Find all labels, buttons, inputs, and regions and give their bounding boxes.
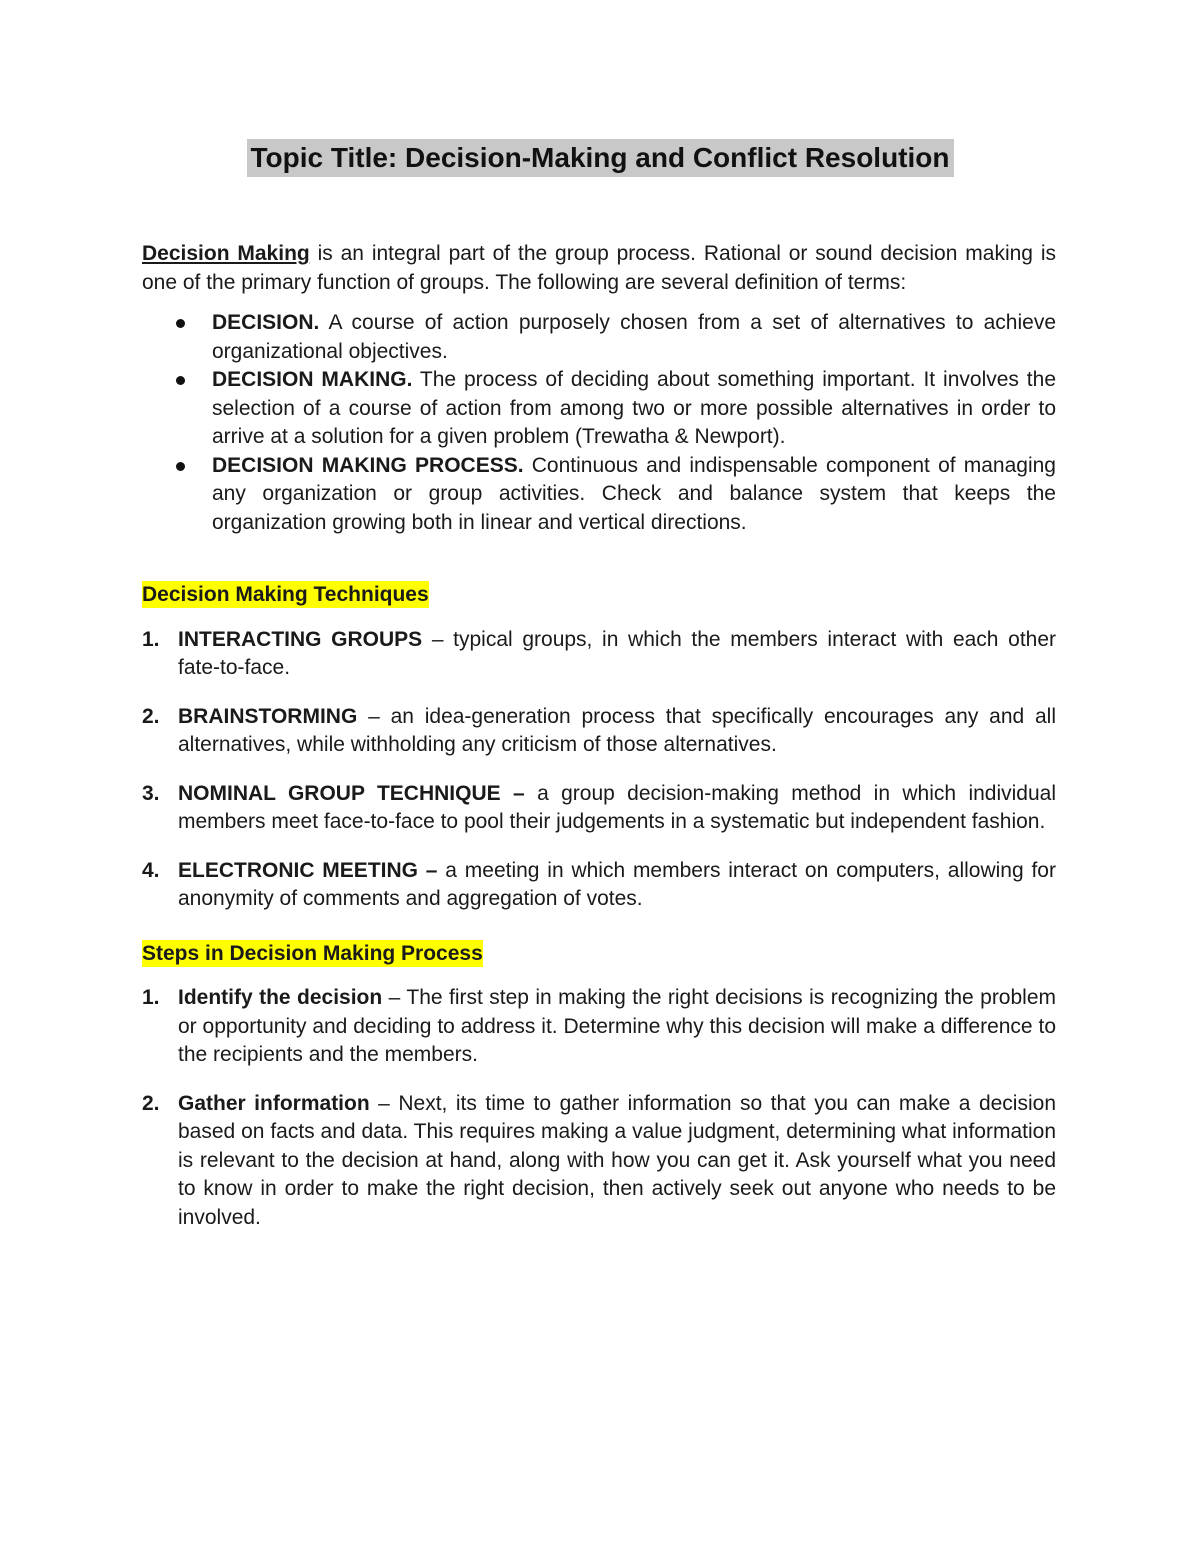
technique-item [142, 703, 1056, 760]
definition-text: A course of action purposely chosen from a set of alternatives to achieve organizational objectives. [212, 311, 1056, 363]
item-dash: – [357, 704, 391, 728]
steps-list [142, 984, 1056, 1232]
definition-text: Continuous and indispensable component of managing any organization or group activities. Check and balance system that keeps the organization growing both in linear and vertical directions. [212, 453, 1056, 534]
item-dash: – [382, 986, 407, 1009]
page-title: Topic Title: Decision-Making and Conflict Resolution [247, 139, 954, 177]
item-number: 2. [142, 704, 160, 728]
technique-text: a meeting in which members interact on computers, allowing for anonymity of comments and aggregation of votes. [178, 858, 1056, 910]
bullet-icon [176, 376, 185, 385]
definition-text: The process of deciding about something important. It involves the selection of a course of action from among two or more possible alternatives in order to arrive at a solution for a given problem (Trewatha & Newport). [212, 368, 1056, 448]
techniques-list [142, 626, 1056, 914]
step-item [142, 984, 1056, 1070]
technique-term: INTERACTING GROUPS [178, 627, 423, 651]
item-number: 4. [142, 858, 160, 882]
title-container [0, 139, 1200, 177]
steps-heading-row [142, 940, 1056, 969]
item-number: 1. [142, 986, 160, 1009]
definitions-list [142, 309, 1056, 537]
technique-text: a group decision-making method in which individual members meet face-to-face to pool their judgements in a systematic but independent fashion. [178, 781, 1057, 833]
step-text: Next, its time to gather information so that you can make a decision based on facts and data. This requires making a value judgment, determining what information is relevant to the decision at hand, along with how you can get it. Ask yourself what you need to know in order to make the right decision, then actively seek out anyone who needs to be involved. [178, 1091, 1056, 1229]
item-number: 1. [142, 627, 160, 651]
step-term: Gather information [178, 1091, 370, 1115]
item-number: 2. [142, 1091, 160, 1115]
definition-item [142, 452, 1056, 538]
definition-term: DECISION MAKING PROCESS. [212, 453, 524, 477]
intro-term: Decision Making [142, 242, 310, 265]
technique-text: typical groups, in which the members interact with each other fate-to-face. [178, 627, 1057, 679]
item-number: 3. [142, 781, 160, 805]
technique-term: NOMINAL GROUP TECHNIQUE – [178, 781, 525, 805]
definition-term: DECISION MAKING. [212, 368, 413, 391]
step-term: Identify the decision [178, 986, 383, 1009]
step-text: The first step in making the right decisions is recognizing the problem or opportunity and deciding to address it. Determine why this decision will make a difference to the recipients and the members. [178, 986, 1057, 1066]
item-dash: – [369, 1091, 399, 1115]
intro-text: is an integral part of the group process. Rational or sound decision making is one of the primary function of groups. The following are several definition of terms: [142, 242, 1056, 294]
definition-term: DECISION. [212, 311, 320, 334]
item-dash: – [422, 627, 454, 651]
steps-heading: Steps in Decision Making Process [142, 941, 483, 965]
bullet-icon [176, 462, 185, 471]
document-body [142, 240, 1056, 1232]
technique-item [142, 857, 1056, 914]
definition-item [142, 366, 1056, 452]
bullet-icon [176, 319, 185, 328]
technique-term: ELECTRONIC MEETING – [178, 858, 438, 882]
item-dash [525, 782, 537, 805]
techniques-heading-row [142, 581, 1056, 610]
techniques-heading: Decision Making Techniques [142, 583, 429, 606]
technique-item [142, 780, 1056, 837]
technique-item [142, 626, 1056, 683]
definition-item [142, 309, 1056, 366]
intro-paragraph [142, 240, 1056, 297]
technique-text: an idea-generation process that specifically encourages any and all alternatives, while withholding any criticism of those alternatives. [178, 704, 1056, 756]
technique-term: BRAINSTORMING [178, 704, 358, 728]
step-item [142, 1090, 1056, 1233]
